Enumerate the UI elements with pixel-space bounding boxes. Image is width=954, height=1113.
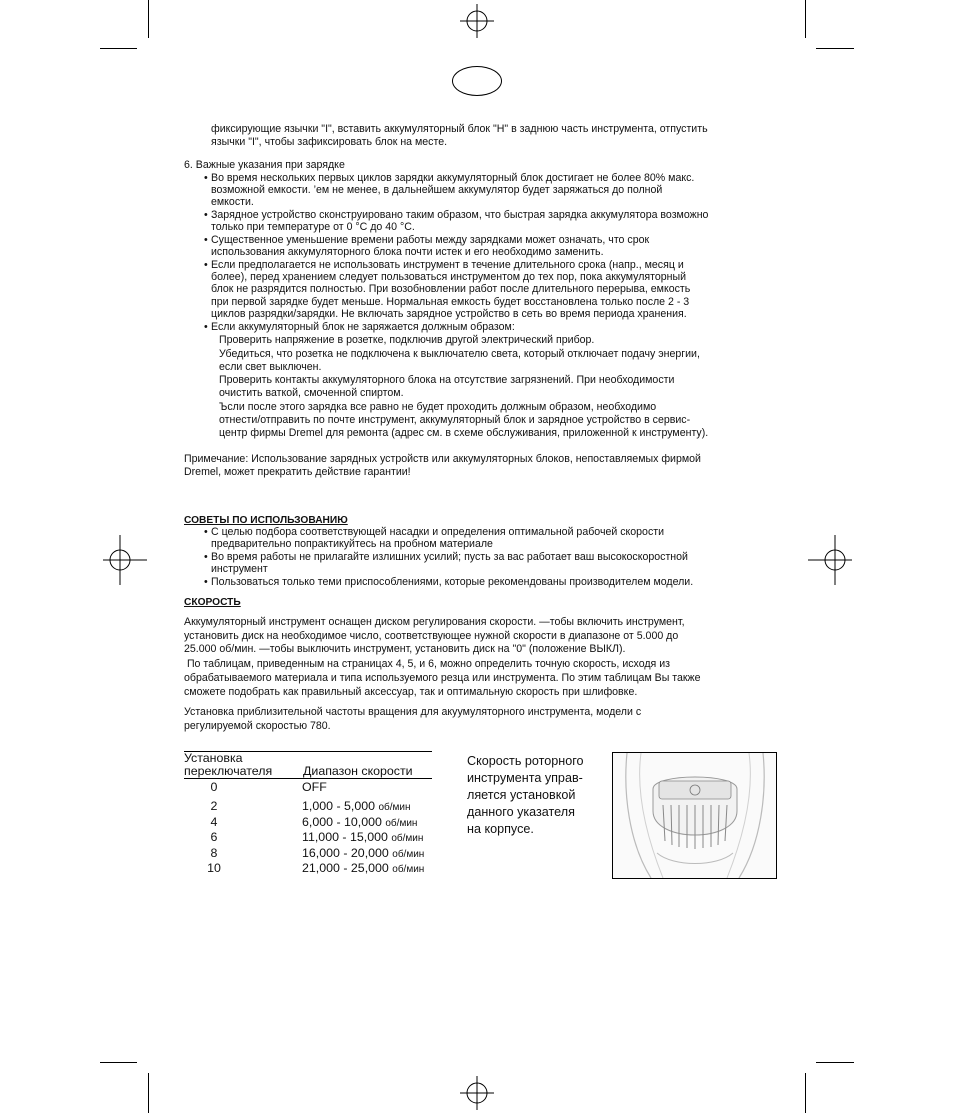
table-row — [184, 780, 444, 795]
caption-line: на корпусе. — [467, 822, 534, 836]
text-line: при первой зарядке будет меньше. Нормальная емкость будет восстановлена только после 2 - 3 — [211, 296, 690, 308]
tool-dial-illustration — [613, 753, 776, 878]
text-line: Dremel, может прекратить действие гарантии! — [184, 466, 411, 478]
text-line: обрабатываемого материала и типа используемого резца или инструмента. По этим таблицам Вы также — [184, 672, 701, 684]
text-line: язычки "I", чтобы зафиксировать блок на месте. — [211, 136, 448, 148]
header-setting-line1: Установка — [184, 751, 243, 765]
setting-value: 4 — [210, 814, 218, 829]
header-rule — [184, 778, 432, 779]
text-line: возможной емкости. ’ем не менее, в дальнейшем аккумулятор будет заряжаться до полной — [211, 184, 663, 196]
speed-range-value: OFF — [302, 780, 327, 794]
table-header — [184, 752, 444, 778]
text-line: Во время работы не прилагайте излишних усилий; пусть за вас работает ваш высокоскоростной — [211, 551, 688, 563]
bullet-dot: • — [204, 172, 208, 184]
section-heading: СОВЕТЫ ПО ИСПОЛЬЗОВАНИЮ — [184, 515, 348, 526]
text-line: Существенное уменьшение времени работы между зарядками может означать, что срок — [211, 234, 650, 246]
language-indicator-oval — [452, 66, 502, 96]
text-line: очистить ваткой, смоченной спиртом. — [219, 387, 404, 399]
setting-value: 8 — [210, 845, 218, 860]
bullet-dot: • — [204, 576, 208, 588]
text-line: По таблицам, приведенным на страницах 4, 5, и 6, можно определить точную скорость, исходя из — [184, 658, 671, 670]
speed-range-value: 1,000 - 5,000 об/мин — [302, 799, 411, 814]
text-line: Если предполагается не использовать инструмент в течение длительного срока (напр., месяц и — [211, 259, 684, 271]
text-line: Убедиться, что розетка не подключена к выключателю света, который отключает подачу энергии, — [219, 348, 700, 360]
table-row — [184, 830, 444, 845]
text-line: установить диск на необходимое число, соответствующее нужной скорости в диапазоне от 5.000 до — [184, 630, 679, 642]
registration-mark-top — [460, 4, 494, 38]
speed-dial-photo — [612, 752, 777, 879]
speed-range-value: 21,000 - 25,000 об/мин — [302, 860, 425, 875]
text-line: Примечание: Использование зарядных устройств или аккумуляторных блоков, непоставляемых фирмой — [184, 453, 701, 465]
setting-value: 0 — [210, 780, 218, 794]
bullet-dot: • — [204, 234, 208, 246]
text-line: С целью подбора соответствующей насадки и определения оптимальной рабочей скорости — [211, 526, 665, 538]
text-line: отнести/отправить по почте инструмент, аккумуляторный блок и зарядное устройство в сервис- — [219, 414, 691, 426]
text-line: емкости. — [211, 196, 254, 208]
text-line: Аккумуляторный инструмент оснащен диском регулирования скорости. —тобы включить инструмент, — [184, 616, 685, 628]
text-line: фиксирующие язычки "I", вставить аккумуляторный блок "H" в заднюю часть инструмента, отпустить — [211, 123, 708, 135]
text-line: Установка приблизительной частоты вращения для акуумуляторного инструмента, модели с — [184, 706, 642, 718]
header-setting-line2: переключателя — [184, 763, 273, 778]
text-line: центр фирмы Dremel для ремонта (адрес см. в схеме обслуживания, приложенной к инструменту). — [219, 427, 709, 439]
text-line: более), перед хранением следует пользоваться инструментом до тех пор, пока аккумуляторный — [211, 271, 687, 283]
speed-range-value: 11,000 - 15,000 об/мин — [302, 830, 424, 845]
text-line: Зарядное устройство сконструировано таким образом, что быстрая зарядка аккумулятора возможно — [211, 209, 709, 221]
text-line: Проверить напряжение в розетке, подключив другой электрический прибор. — [219, 334, 595, 346]
header-speed-range: Диапазон скорости — [303, 763, 413, 778]
speed-range-value: 16,000 - 20,000 об/мин — [302, 845, 425, 860]
text-line: сможете подобрать как правильный аксессуар, так и оптимальную скорость при шлифовке. — [184, 686, 638, 698]
text-line: использования аккумуляторного блока почти истек и его необходимо заменить. — [211, 246, 604, 258]
bullet-dot: • — [204, 209, 208, 221]
text-line: 25.000 об/мин. —тобы выключить инструмент, установить диск на "0" (положение ВЫКЛ). — [184, 643, 626, 655]
text-line: регулируемой скоростью 780. — [184, 720, 331, 732]
text-line: только при температуре от 0 °C до 40 °C. — [211, 221, 415, 233]
speed-range-value: 6,000 - 10,000 об/мин — [302, 814, 418, 829]
section-heading: СКОРОСТЬ — [184, 597, 241, 608]
bullet-dot: • — [204, 259, 208, 271]
text-line: инструмент — [211, 563, 268, 575]
setting-value: 6 — [210, 830, 218, 845]
text-line: циклов разрядки/зарядки. Не включать зарядное устройство в сеть во время периода хранения. — [211, 308, 687, 320]
section-heading: 6. Важные указания при зарядке — [184, 159, 345, 171]
registration-mark-right — [808, 535, 852, 585]
speed-table — [184, 752, 444, 876]
registration-mark-bottom — [460, 1076, 494, 1110]
setting-value: 2 — [210, 799, 218, 814]
setting-value: 10 — [207, 860, 221, 875]
text-line: предварительно попрактикуйтесь на пробном материале — [211, 538, 493, 550]
bullet-dot: • — [204, 321, 208, 333]
text-line: если свет выключен. — [219, 361, 322, 373]
caption-line: Скорость роторного — [467, 754, 584, 768]
table-row — [184, 815, 444, 830]
text-line: Пользоваться только теми приспособлениями, которые рекомендованы производителем модели. — [211, 576, 694, 588]
table-row — [184, 861, 444, 876]
bullet-dot: • — [204, 551, 208, 563]
caption-line: данного указателя — [467, 805, 575, 819]
caption-line: ляется установкой — [467, 788, 576, 802]
text-line: Ъсли после этого зарядка все равно не будет проходить должным образом, необходимо — [219, 401, 657, 413]
bullet-dot: • — [204, 526, 208, 538]
photo-caption — [467, 753, 584, 838]
text-line: Во время нескольких первых циклов зарядки аккумуляторный блок достигает не более 80% макс. — [211, 172, 695, 184]
text-line: блок не разрядится полностью. При возобновлении работ после длительного перерыва, емкость — [211, 283, 691, 295]
table-row — [184, 799, 444, 814]
table-row — [184, 846, 444, 861]
registration-mark-left — [103, 535, 147, 585]
text-line: Если аккумуляторный блок не заряжается должным образом: — [211, 321, 515, 333]
text-line: Проверить контакты аккумуляторного блока на отсутствие загрязнений. При необходимости — [219, 374, 675, 386]
caption-line: инструмента управ- — [467, 771, 583, 785]
